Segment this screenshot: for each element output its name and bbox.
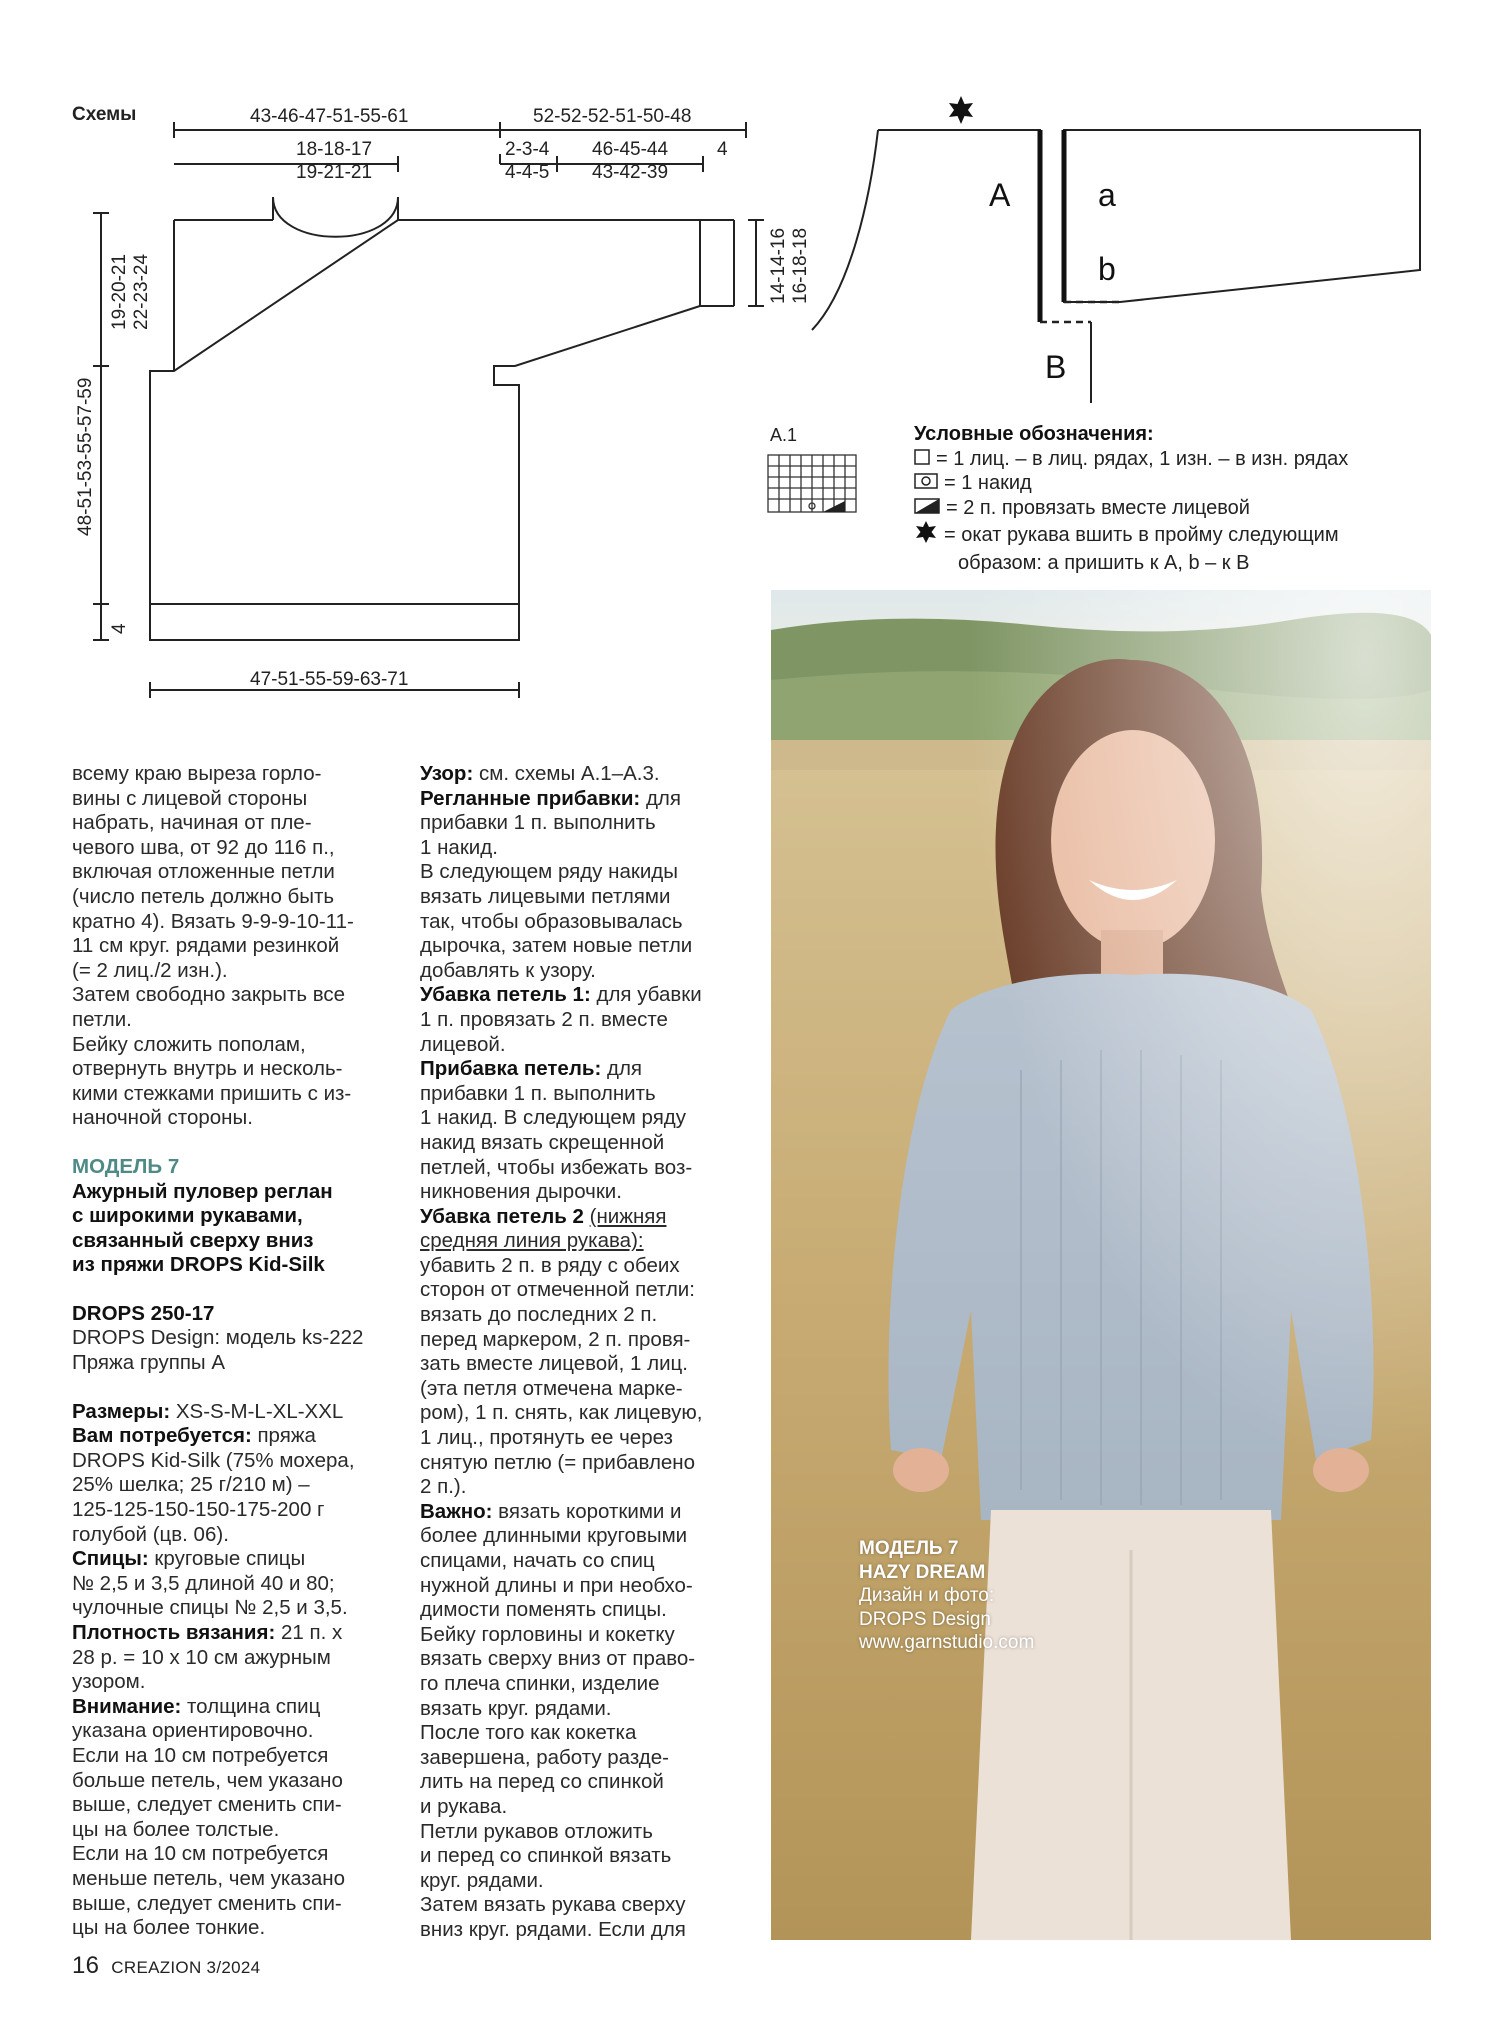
decrease-2: Убавка петель 2 (нижняя средняя линия рукава): убавить 2 п. в ряду с обеих сторон от отмеченной петли: вязать до последних 2 п. перед маркером, 2 п. провя- зать вместе лицевой, 1 лиц. (эта петля отмечена марке- ром), 1 п. снять, как лицевую, 1 лиц., протянуть ее через снятую петлю (= прибавлено 2 п.).: [420, 1204, 703, 1499]
photo-caption: [859, 1537, 1034, 1655]
chart-a1-title: A.1: [770, 425, 798, 445]
important-note: Важно: вязать короткими и более длинными круговыми спицами, начать со спиц нужной длины и при необхо- димости поменять спицы. Бейку горловины и кокетку вязать сверху вниз от право- го плеча спинки, изделие вязать круг. рядами. После того как кокетка завершена, работу разде- лить на перед со спинкой и рукава. Петли рукавов отложить и перед со спинкой вязать круг. рядами. Затем вязать рукава сверху вниз круг. рядами. Если для: [420, 1499, 696, 1941]
neck-width-label-2: 19-21-21: [296, 162, 373, 183]
page-footer: [72, 1952, 260, 1980]
legend: [914, 422, 1348, 575]
sleeve-mid-label-b: 43-42-39: [592, 162, 669, 183]
star-icon: [949, 96, 973, 124]
gauge: Плотность вязания: 21 п. х 28 р. = 10 х 10 см ажурным узором.: [72, 1621, 343, 1694]
neckband-text: всему краю выреза горло- вины с лицевой стороны набрать, начиная от пле- чевого шва, от 92 до 116 п., включая отложенные петли (число петель должно быть кратно 4). Вязать 9-9-9-10-11- 11 см круг. рядами резинкой (= 2 лиц./2 изн.). Затем свободно закрыть все петли. Бейку сложить пополам, отвернуть внутрь и несколь- кими стежками пришить с из- наночной стороны.: [72, 762, 354, 1130]
legend-item-yarnover: = 1 накид: [914, 471, 1348, 496]
magazine-issue: CREAZION 3/2024: [111, 1958, 261, 1977]
label-b: b: [1098, 251, 1116, 287]
sleeve-mid-label-a: 46-45-44: [592, 139, 669, 160]
materials: Вам потребуется: пряжа DROPS Kid-Silk (75% мохера, 25% шелка; 25 г/210 м) – 125-125-150-150-175-200 г голубой (цв. 06).: [72, 1424, 355, 1546]
legend-title: Условные обозначения:: [914, 423, 1154, 445]
model-photo: [771, 590, 1431, 1940]
star-icon: [914, 520, 938, 551]
schema-title: Схемы: [72, 104, 137, 125]
caption-name: HAZY DREAM: [859, 1561, 986, 1583]
increase: Прибавка петель: для прибавки 1 п. выполнить 1 накид. В следующем ряду накид вязать скрещенной петлей, чтобы избежать воз- никновения дырочки.: [420, 1057, 693, 1204]
caption-site: www.garnstudio.com: [859, 1632, 1035, 1653]
caption-credit-2: DROPS Design: [859, 1608, 991, 1630]
text-column-2: [420, 762, 760, 1943]
label-A: A: [989, 177, 1011, 213]
empty-square-icon: [914, 447, 930, 472]
body-bottom-label: 47-51-55-59-63-71: [250, 669, 409, 690]
cuff-length-label: 4: [717, 139, 728, 160]
raglan-increases: Регланные прибавки: для прибавки 1 п. выполнить 1 накид. В следующем ряду накиды вязать лицевыми петлями так, чтобы образовывалась дырочка, затем новые петли добавлять к узору.: [420, 786, 693, 982]
pattern-ref: Узор: см. схемы A.1–A.3.: [420, 762, 660, 785]
design-info: DROPS Design: модель ks-222 Пряжа группы A: [72, 1326, 364, 1375]
sizes: Размеры: XS-S-M-L-XL-XXL: [72, 1399, 344, 1423]
caption-model: МОДЕЛЬ 7: [859, 1538, 959, 1559]
model-title: Ажурный пуловер реглан с широкими рукавами, связанный сверху вниз из пряжи DROPS Kid-Silk: [72, 1179, 333, 1277]
legend-item-k2tog: = 2 п. провязать вместе лицевой: [914, 496, 1348, 521]
text-column-1: [72, 762, 402, 1941]
label-B: B: [1045, 349, 1067, 385]
yoke-depth-label-a: 19-20-21: [109, 253, 130, 330]
needles: Спицы: круговые спицы № 2,5 и 3,5 длиной 40 и 80; чулочные спицы № 2,5 и 3,5.: [72, 1547, 348, 1620]
raglan-label-1b: 4-4-5: [505, 162, 550, 183]
rib-length-label: 4: [109, 623, 130, 634]
raglan-label-1a: 2-3-4: [505, 139, 550, 160]
yoke-depth-label-b: 22-23-24: [131, 253, 152, 330]
yarnover-icon: [914, 471, 938, 496]
body-length-label: 48-51-53-55-57-59: [75, 377, 96, 536]
legend-item-star-cont: образом: a пришить к A, b – к B: [958, 551, 1250, 574]
sleeve-cuff-label-a: 14-14-16: [768, 227, 789, 304]
legend-item-star: = окат рукава вшить в пройму следующим: [914, 520, 1348, 551]
model-label: МОДЕЛЬ 7: [72, 1154, 180, 1178]
attention: Внимание: толщина спиц указана ориентировочно. Если на 10 см потребуется больше петель, чем указано выше, следует сменить спи- цы на более толстые. Если на 10 см потребуется меньше петель, чем указано выше, следует сменить спи- цы на более тонкие.: [72, 1694, 346, 1940]
page-number: 16: [72, 1952, 100, 1979]
caption-credit-1: Дизайн и фото:: [859, 1585, 995, 1606]
legend-item-knit: = 1 лиц. – в лиц. рядах, 1 изн. – в изн. рядах: [914, 447, 1348, 472]
k2tog-icon: [914, 496, 940, 521]
decrease-1: Убавка петель 1: для убавки 1 п. провязать 2 п. вместе лицевой.: [420, 983, 702, 1056]
neck-width-label-1: 18-18-17: [296, 139, 373, 160]
pattern-code: DROPS 250-17: [72, 1301, 215, 1325]
label-a: a: [1098, 177, 1116, 213]
sleeve-width-top-label: 52-52-52-51-50-48: [533, 106, 692, 127]
body-width-top-label: 43-46-47-51-55-61: [250, 106, 409, 127]
sleeve-cuff-label-b: 16-18-18: [790, 227, 811, 304]
